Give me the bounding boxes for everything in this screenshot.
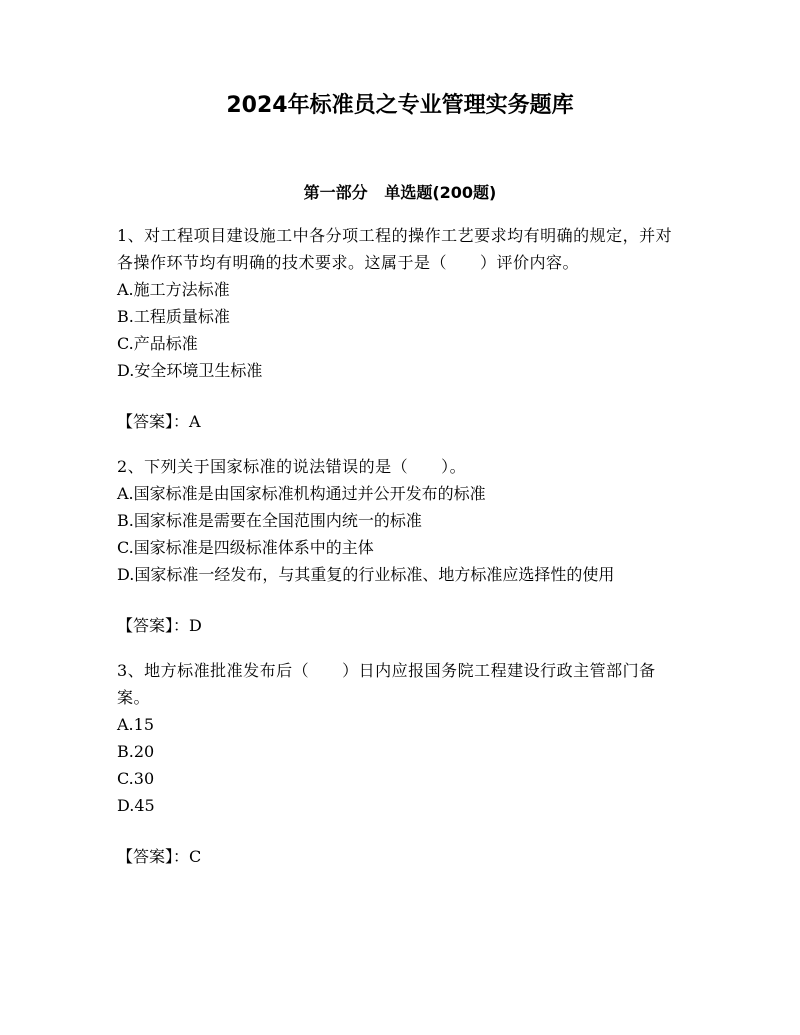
question-stem: 1、对工程项目建设施工中各分项工程的操作工艺要求均有明确的规定，并对各操作环节均有明确的技术要求。这属于是（ ）评价内容。 [117,226,673,272]
question-list [117,222,687,888]
option-b: B.工程质量标准 [117,307,230,326]
question-3 [117,657,687,870]
option-d: D.45 [117,796,155,815]
option-b: B.20 [117,742,155,761]
option-c: C.产品标准 [117,334,198,353]
option-a: A.15 [117,715,154,734]
answer-label: 【答案】： [117,847,190,866]
option-c: C.30 [117,769,155,788]
question-stem: 3、地方标准批准发布后（ ）日内应报国务院工程建设行政主管部门备案。 [117,661,656,707]
section-title: 第一部分 单选题(200题) [303,183,497,202]
option-a: A.施工方法标准 [117,280,230,299]
answer-line [117,843,687,870]
option-c: C.国家标准是四级标准体系中的主体 [117,538,374,557]
option-d: D.国家标准一经发布，与其重复的行业标准、地方标准应选择性的使用 [117,565,615,584]
answer-value: C [189,847,202,866]
answer-line [117,612,687,639]
question-2 [117,453,687,639]
question-1 [117,222,687,435]
answer-line [117,408,687,435]
answer-label: 【答案】： [117,616,190,635]
option-a: A.国家标准是由国家标准机构通过并公开发布的标准 [117,484,486,503]
option-b: B.国家标准是需要在全国范围内统一的标准 [117,511,422,530]
question-stem: 2、下列关于国家标准的说法错误的是（ ）。 [117,457,467,476]
answer-value: D [189,616,202,635]
answer-label: 【答案】： [117,412,190,431]
document-title: 2024年标准员之专业管理实务题库 [226,93,574,118]
option-d: D.安全环境卫生标准 [117,361,263,380]
answer-value: A [189,412,201,431]
